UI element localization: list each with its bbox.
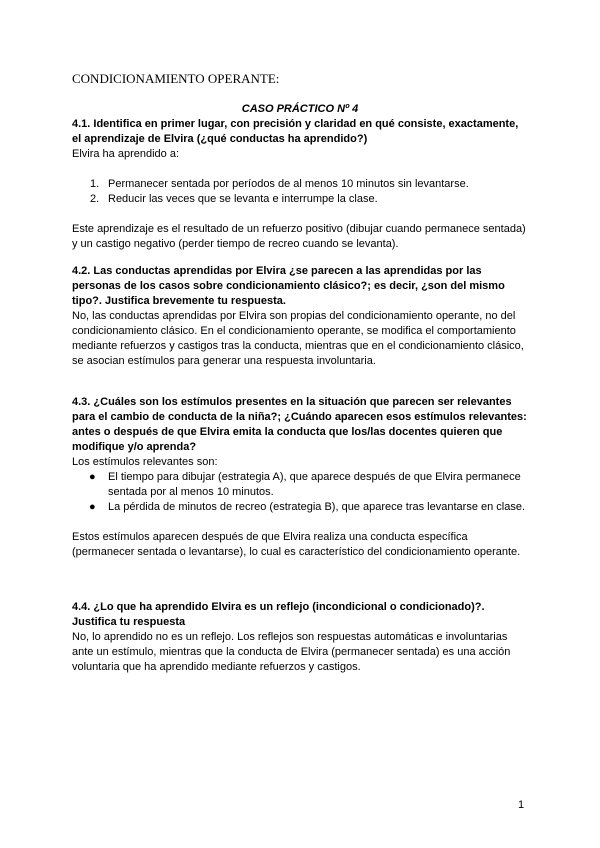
- answer-4-4: No, lo aprendido no es un reflejo. Los reflejos son respuestas automáticas e involuntarias ante un estímulo, mientras que la conducta de Elvira (permanecer sentada) es una acción voluntaria que ha aprendido mediante refuerzos y castigos.: [72, 631, 511, 673]
- question-4-3: 4.3. ¿Cuáles son los estímulos presentes en la situación que parecen ser relevantes para el cambio de conducta de la niña?; ¿Cuándo aparecen esos estímulos relevantes: antes o después de que Elvira emita la conducta que los/las docentes quieren que modifique y/o aprenda?: [72, 396, 527, 453]
- question-4-1: 4.1. Identifica en primer lugar, con precisión y claridad en qué consiste, exactamente, el aprendizaje de Elvira (¿qué conductas ha aprendido?): [72, 118, 519, 145]
- answer-4-1: Este aprendizaje es el resultado de un refuerzo positivo (dibujar cuando permanece sentada) y un castigo negativo (perder tiempo de recreo cuando se levanta).: [72, 223, 526, 250]
- section-4-1: [72, 117, 530, 252]
- question-4-2: 4.2. Las conductas aprendidas por Elvira ¿se parecen a las aprendidas por las personas de los casos sobre condicionamiento clásico?; es decir, ¿son del mismo tipo?. Justifica brevemente tu respuesta.: [72, 265, 505, 307]
- section-4-2: [72, 264, 530, 369]
- page-number: 1: [518, 799, 525, 811]
- list-item: [72, 192, 530, 207]
- case-title: CASO PRÁCTICO Nº 4: [241, 103, 359, 115]
- stimuli-list: [72, 470, 530, 515]
- list-number: 1.: [90, 178, 100, 190]
- question-4-4: 4.4. ¿Lo que ha aprendido Elvira es un reflejo (incondicional o condicionado)?. Justifica tu respuesta: [72, 601, 485, 628]
- list-item: [72, 500, 530, 515]
- bullet-icon: ●: [89, 471, 96, 483]
- list-item-text: El tiempo para dibujar (estrategia A), que aparece después de que Elvira permanece sentada por al menos 10 minutos.: [108, 471, 521, 498]
- answer-4-3: Estos estímulos aparecen después de que Elvira realiza una conducta específica (permanecer sentada o levantarse), lo cual es característico del condicionamiento operante.: [72, 531, 521, 558]
- document-title: CONDICIONAMIENTO OPERANTE:: [72, 71, 280, 86]
- list-item: [72, 177, 530, 192]
- intro-4-3: Los estímulos relevantes son:: [72, 456, 218, 468]
- list-item-text: Permanecer sentada por períodos de al menos 10 minutos sin levantarse.: [108, 178, 469, 190]
- section-4-3: [72, 395, 530, 560]
- learned-behaviors-list: [72, 177, 530, 207]
- list-item: [72, 470, 530, 500]
- list-item-text: La pérdida de minutos de recreo (estrategia B), que aparece tras levantarse en clase.: [108, 501, 526, 513]
- list-item-text: Reducir las veces que se levanta e interrumpe la clase.: [108, 193, 378, 205]
- answer-4-2: No, las conductas aprendidas por Elvira son propias del condicionamiento operante, no del condicionamiento clásico. En el condicionamiento operante, se modifica el comportamiento mediante refuerzos y castigos tras la conducta, mientras que en el condicionamiento clásico, se asocian estímulos para generar una respuesta involuntaria.: [72, 310, 524, 367]
- list-number: 2.: [90, 193, 100, 205]
- intro-4-1: Elvira ha aprendido a:: [72, 148, 180, 160]
- section-4-4: [72, 600, 530, 675]
- bullet-icon: ●: [89, 501, 96, 513]
